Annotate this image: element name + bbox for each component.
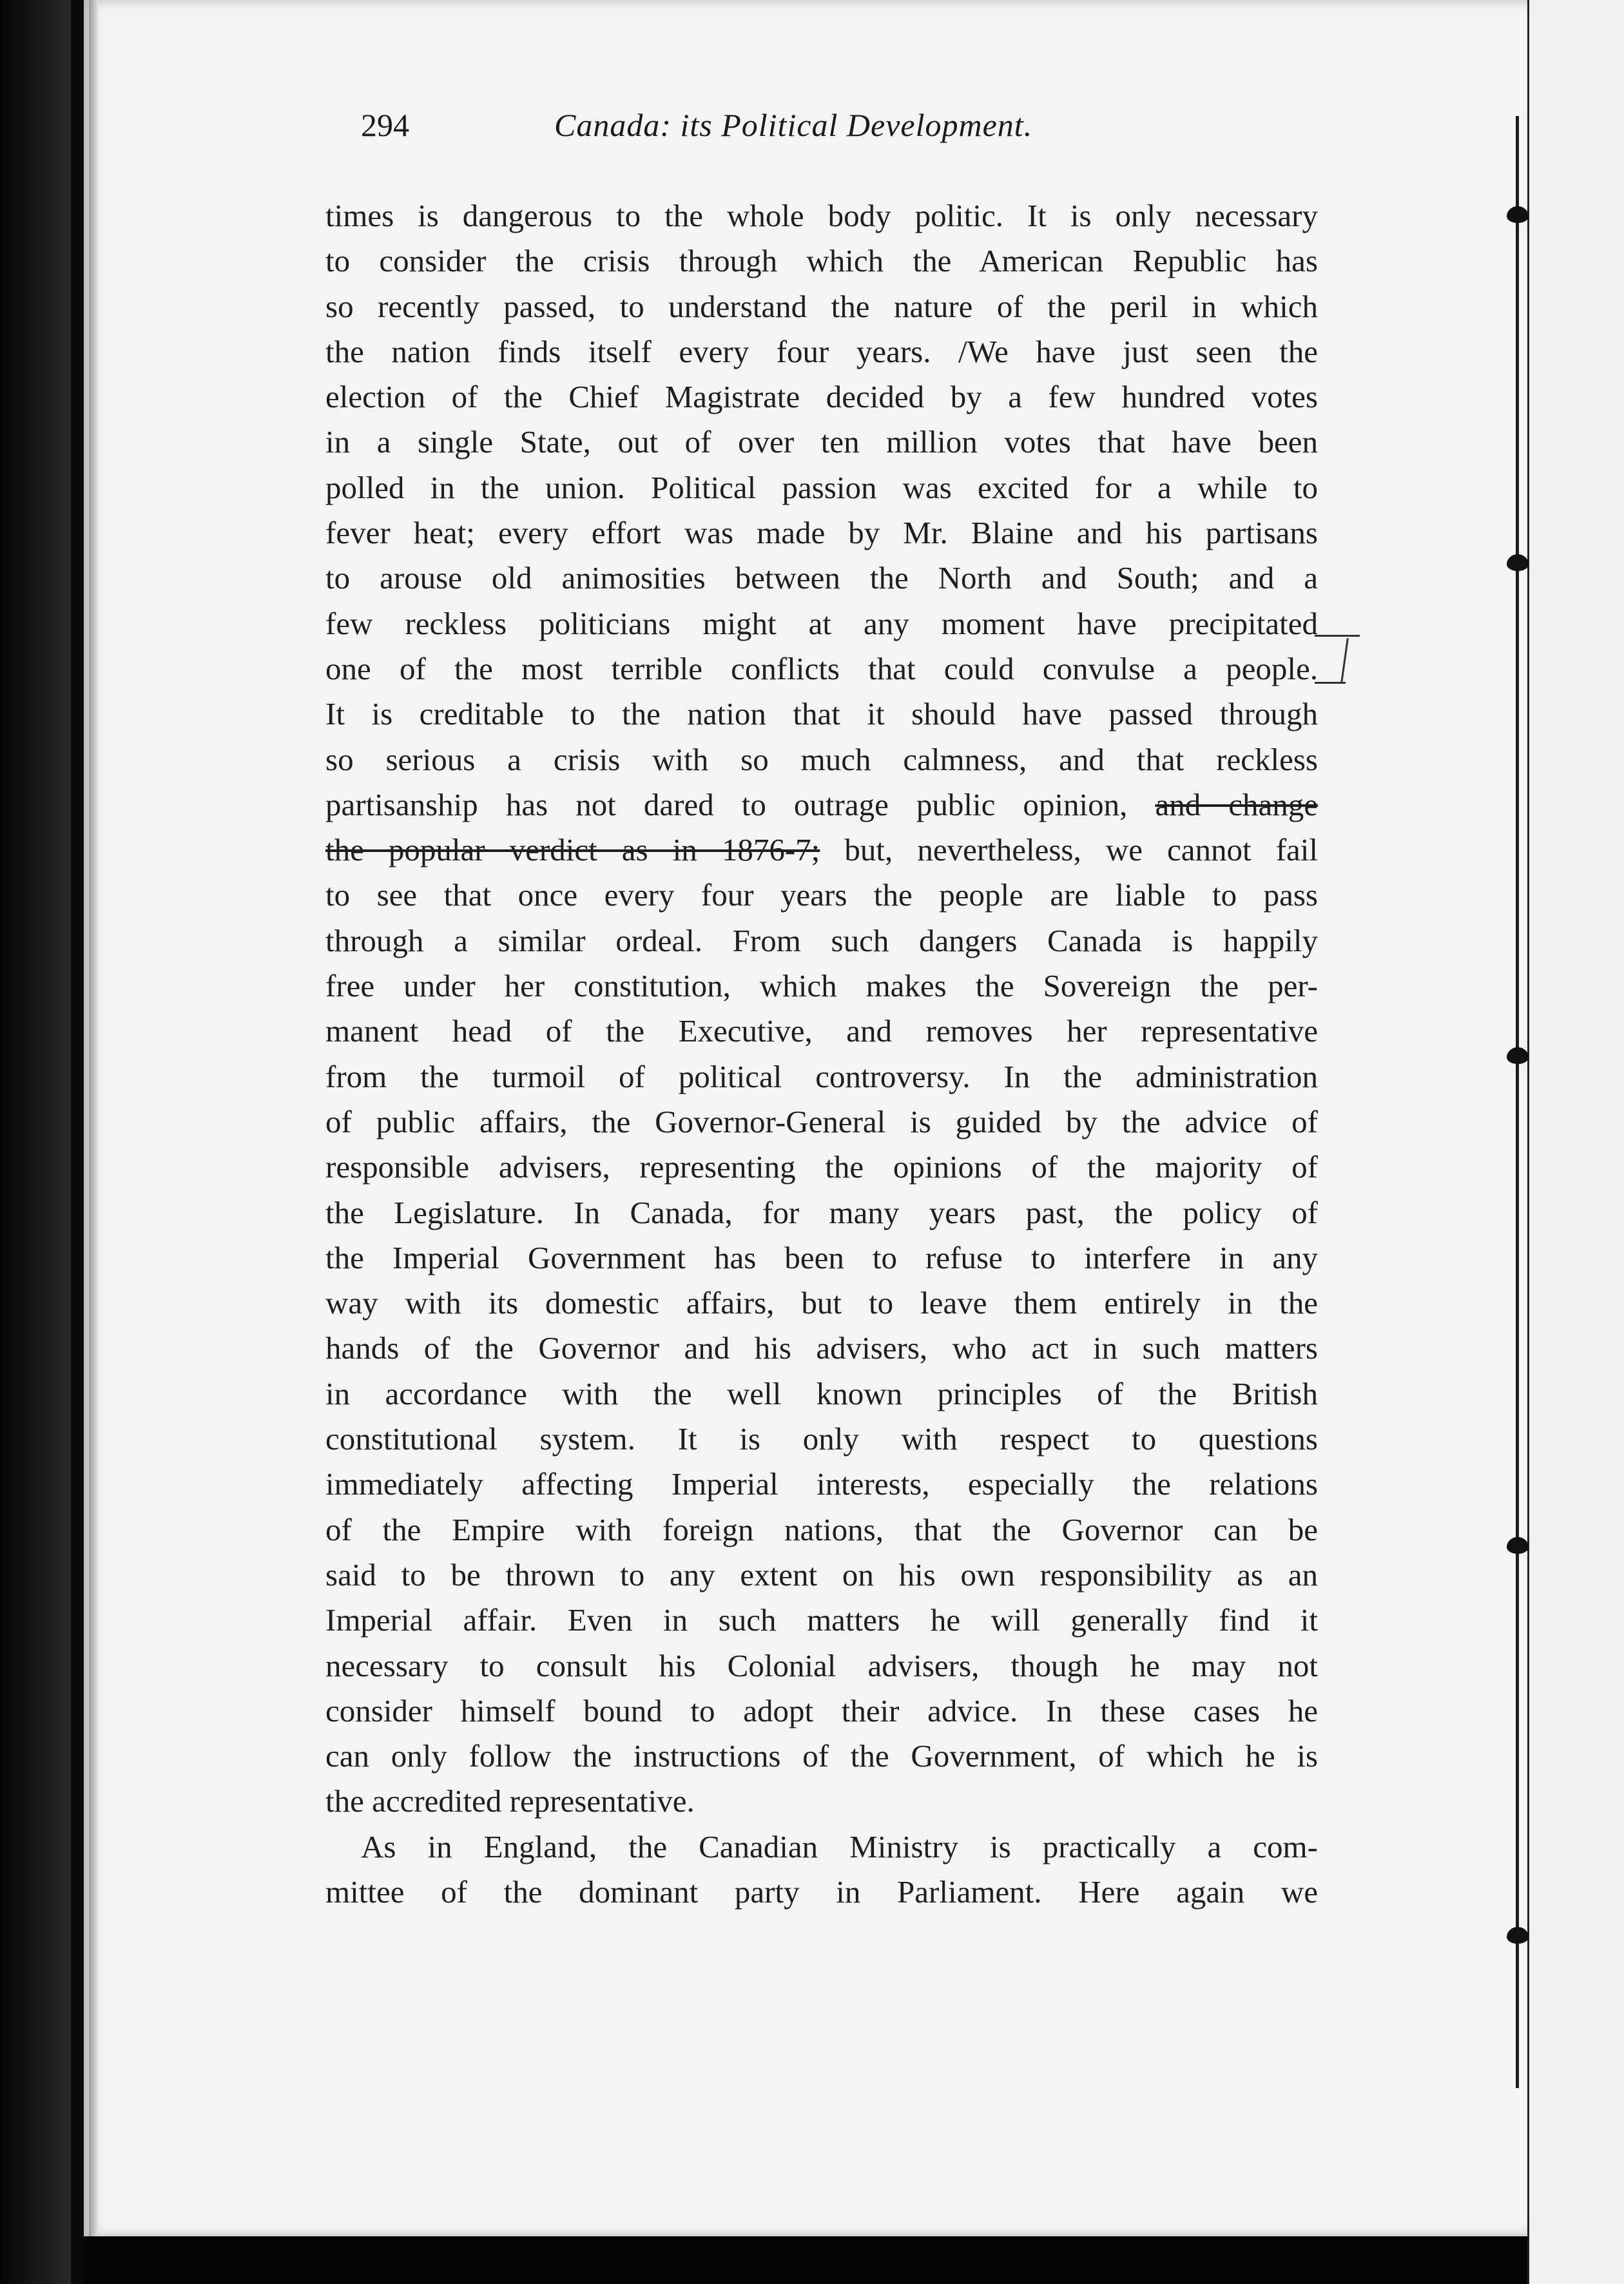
text-line: the accredited representative. [325, 1783, 695, 1819]
binding-stitch [1507, 206, 1529, 223]
text-line-with-deletion [325, 827, 1318, 873]
text-line: polled in the union. Political passion was excited for a while to [325, 469, 1318, 505]
text-line: in a single State, out of over ten million votes that have been [325, 424, 1318, 460]
page-header [361, 106, 1134, 158]
text-line: times is dangerous to the whole body politic. It is only necessary [325, 198, 1318, 233]
text-line: consider himself bound to adopt their advice. In these cases he [325, 1692, 1318, 1728]
page-fold-shadow [89, 0, 98, 2236]
text-line: responsible advisers, representing the opinions of the majority of [325, 1149, 1318, 1185]
binding-thread [1516, 116, 1519, 2088]
left-scan-edge [0, 0, 71, 2284]
struck-text: the popular verdict as in 1876-7; [325, 832, 820, 868]
pencil-bracket-mark [1315, 635, 1360, 637]
text-line: immediately affecting Imperial interests, especially the relations [325, 1466, 1318, 1502]
page-number: 294 [361, 107, 409, 143]
body-text [325, 193, 1318, 1915]
binding-stitch [1507, 1927, 1529, 1944]
text-line: can only follow the instructions of the Government, of which he is [325, 1738, 1318, 1774]
running-title: Canada: its Political Development. [554, 107, 1033, 143]
text-segment: but, nevertheless, we cannot fail [844, 832, 1319, 868]
text-line: the Legislature. In Canada, for many years past, the policy of [325, 1194, 1318, 1230]
text-line: Imperial affair. Even in such matters he will generally find it [325, 1602, 1318, 1638]
pencil-bracket-mark [1315, 682, 1346, 684]
text-line: of public affairs, the Governor-General is guided by the advice of [325, 1103, 1318, 1139]
binding-stitch [1507, 1047, 1529, 1064]
text-line: one of the most terrible conflicts that could convulse a people. [325, 650, 1318, 686]
text-line: of the Empire with foreign nations, that the Governor can be [325, 1511, 1318, 1547]
text-line: way with its domestic affairs, but to leave them entirely in the [325, 1285, 1318, 1321]
text-line: so recently passed, to understand the nature of the peril in which [325, 288, 1318, 324]
text-line: fever heat; every effort was made by Mr. Blaine and his partisans [325, 515, 1318, 551]
text-segment: partisanship has not dared to outrage public opinion, [325, 786, 1128, 822]
text-line: hands of the Governor and his advisers, who act in such matters [325, 1330, 1318, 1366]
text-line: few reckless politicians might at any moment have precipitated [325, 605, 1318, 641]
text-line-with-deletion [325, 782, 1318, 827]
text-line: the Imperial Government has been to refuse to interfere in any [325, 1239, 1318, 1275]
text-line: As in England, the Canadian Ministry is practically a com- [361, 1828, 1318, 1864]
binding-stitch [1507, 1537, 1529, 1554]
text-line: the nation finds itself every four years. /We have just seen the [325, 333, 1318, 369]
text-line: constitutional system. It is only with respect to questions [325, 1421, 1318, 1457]
text-line: to see that once every four years the people are liable to pass [325, 877, 1318, 913]
text-line: free under her constitution, which makes the Sovereign the per- [325, 968, 1318, 1004]
text-line: said to be thrown to any extent on his own responsibility as an [325, 1556, 1318, 1592]
text-line: so serious a crisis with so much calmness, and that reckless [325, 741, 1318, 777]
text-line: through a similar ordeal. From such dangers Canada is happily [325, 922, 1318, 958]
text-line: in accordance with the well known principles of the British [325, 1375, 1318, 1411]
text-line: mittee of the dominant party in Parliament. Here again we [325, 1873, 1318, 1910]
text-line: manent head of the Executive, and removes her representative [325, 1013, 1318, 1049]
text-line: to arouse old animosities between the North and South; and a [325, 560, 1318, 596]
struck-text: and change [1155, 786, 1318, 822]
text-line: It is creditable to the nation that it should have passed through [325, 696, 1318, 732]
text-line: necessary to consult his Colonial advisers, though he may not [325, 1647, 1318, 1683]
text-line: from the turmoil of political controversy. In the administration [325, 1058, 1318, 1094]
adjacent-page-strip [1527, 0, 1624, 2284]
text-line: to consider the crisis through which the American Republic has [325, 243, 1318, 279]
text-line: election of the Chief Magistrate decided by a few hundred votes [325, 379, 1318, 415]
binding-stitch [1507, 554, 1529, 571]
bottom-scan-edge [84, 2236, 1527, 2284]
